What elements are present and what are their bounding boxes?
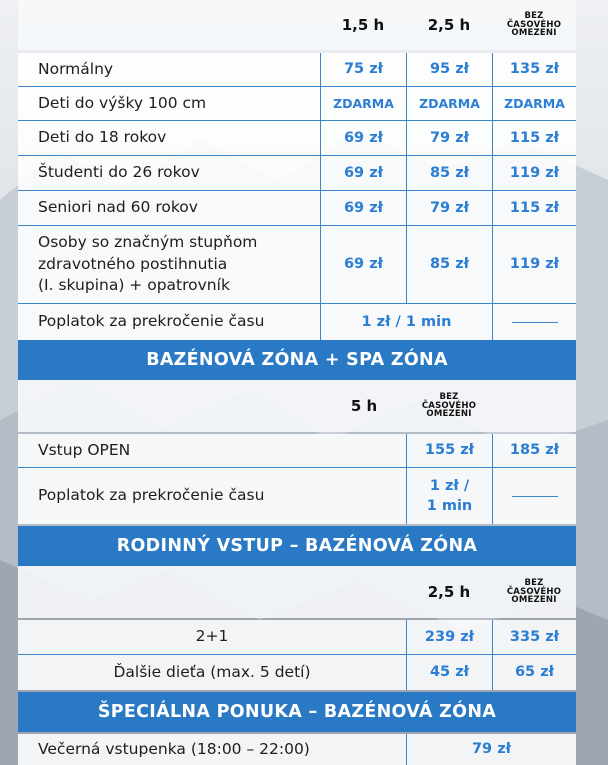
table-row	[18, 434, 576, 468]
price-1-5h: 69 zł	[320, 191, 406, 225]
row-label: 2+1	[195, 627, 229, 646]
header-2-5h: 2,5 h	[427, 583, 471, 601]
header-unlimited: BEZ ČASOVÉHO OMEZENI	[506, 577, 562, 606]
price-2-5h: 45 zł	[406, 655, 492, 690]
table-row	[18, 191, 576, 226]
price-2-5h: 85 zł	[406, 156, 492, 190]
section-banner-special: ŠPECIÁLNA PONUKA – BAZÉNOVÁ ZÓNA	[18, 692, 576, 732]
overtime-row	[18, 468, 576, 524]
evening-price: 79 zł	[406, 734, 576, 765]
price-2-5h: 79 zł	[406, 191, 492, 225]
row-label: Deti do 18 rokov	[38, 128, 167, 147]
price-unlimited: 185 zł	[492, 434, 576, 467]
table-row	[18, 620, 576, 655]
section-banner-family: RODINNÝ VSTUP – BAZÉNOVÁ ZÓNA	[18, 526, 576, 566]
price-unlimited: ZDARMA	[492, 87, 576, 120]
table-row	[18, 53, 576, 87]
header-unlimited: BEZ ČASOVÉHO OMEZENI	[421, 391, 477, 420]
section2-header-row	[18, 380, 576, 432]
row-label: Ďalšie dieťa (max. 5 detí)	[113, 662, 311, 681]
price-unlimited: 119 zł	[492, 226, 576, 303]
price-2-5h: 239 zł	[406, 620, 492, 654]
dash-separator	[512, 322, 558, 323]
row-label: Vstup OPEN	[38, 440, 131, 459]
price-2-5h: 85 zł	[406, 226, 492, 303]
header-5h: 5 h	[350, 397, 378, 415]
overtime-price: 1 zł / 1 min	[406, 468, 492, 524]
header-unlimited: BEZ ČASOVÉHO OMEZENI	[506, 10, 562, 39]
price-unlimited: 119 zł	[492, 156, 576, 190]
row-label: Normálny	[38, 59, 114, 78]
table-row	[18, 87, 576, 121]
price-unlimited: 65 zł	[492, 655, 576, 690]
table-row	[18, 121, 576, 156]
row-label: Osoby so značným stupňom zdravotného postihnutia (I. skupina) + opatrovník	[38, 232, 258, 295]
row-label: Študenti do 26 rokov	[38, 163, 200, 182]
price-unlimited: 135 zł	[492, 53, 576, 86]
section-banner-spa: BAZÉNOVÁ ZÓNA + SPA ZÓNA	[18, 340, 576, 380]
overtime-none	[492, 304, 576, 340]
price-1-5h: 75 zł	[320, 53, 406, 86]
row-label: Večerná vstupenka (18:00 – 22:00)	[38, 739, 310, 758]
row-label: Deti do výšky 100 cm	[38, 93, 207, 112]
table1-header-row	[18, 0, 576, 50]
overtime-price: 1 zł / 1 min	[320, 304, 492, 340]
row-label: Seniori nad 60 rokov	[38, 198, 198, 217]
price-unlimited: 115 zł	[492, 121, 576, 155]
price-2-5h: 79 zł	[406, 121, 492, 155]
price-unlimited: 115 zł	[492, 191, 576, 225]
overtime-row	[18, 304, 576, 340]
row-label: Poplatok za prekročenie času	[38, 312, 265, 331]
dash-separator	[512, 496, 558, 497]
price-1-5h: 69 zł	[320, 226, 406, 303]
table-row	[18, 655, 576, 690]
price-1-5h: 69 zł	[320, 156, 406, 190]
price-1-5h: 69 zł	[320, 121, 406, 155]
section3-header-row	[18, 566, 576, 618]
price-2-5h: ZDARMA	[406, 87, 492, 120]
table-row	[18, 156, 576, 191]
row-label: Poplatok za prekročenie času	[38, 486, 265, 505]
header-1-5h: 1,5 h	[341, 16, 385, 34]
overtime-none	[492, 468, 576, 524]
table-row	[18, 226, 576, 304]
header-2-5h: 2,5 h	[427, 16, 471, 34]
table-row	[18, 734, 576, 765]
price-unlimited: 335 zł	[492, 620, 576, 654]
price-5h: 155 zł	[406, 434, 492, 467]
price-1-5h: ZDARMA	[320, 87, 406, 120]
price-2-5h: 95 zł	[406, 53, 492, 86]
